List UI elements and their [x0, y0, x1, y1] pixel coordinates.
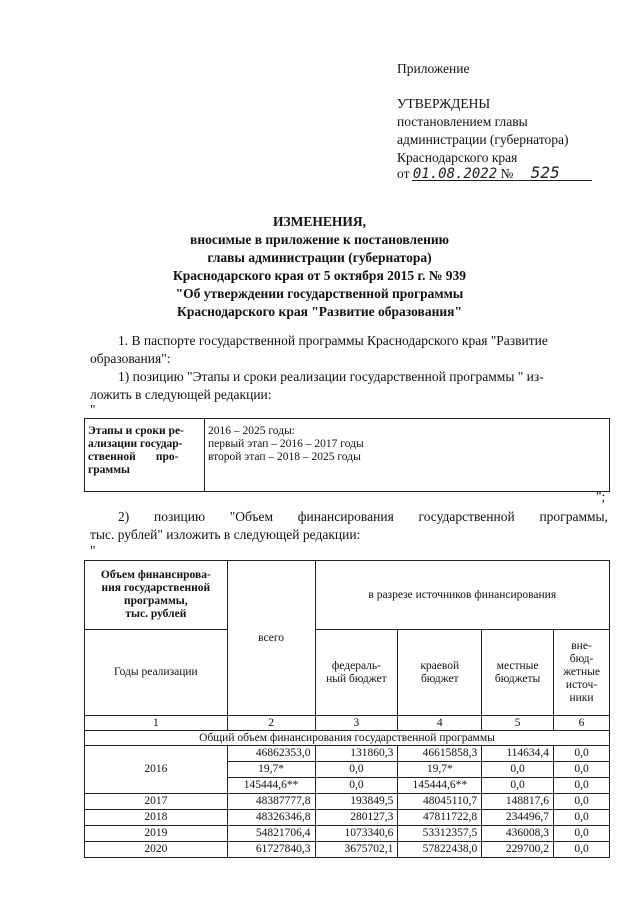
approval-line-3: Краснодарского края	[397, 150, 518, 165]
regional-cell: 48045110,7	[398, 794, 482, 810]
finance-header-row-2	[85, 630, 610, 716]
header-main-cell	[85, 561, 228, 630]
signature-underline	[412, 180, 592, 181]
paragraph-2-line-2: ложить в следующей редакции:	[90, 387, 272, 402]
header-local-line: бюджеты	[494, 672, 541, 685]
offbudget-cell: 0,0	[554, 778, 610, 794]
header-federal-cell	[315, 630, 398, 716]
header-offbudget-line: вне-	[571, 640, 592, 652]
header-regional-line: бюджет	[420, 672, 459, 685]
header-offbudget-line: источ-	[565, 679, 598, 691]
offbudget-cell: 0,0	[554, 794, 610, 810]
stages-label-line: граммы	[88, 464, 131, 476]
local-cell: 234496,7	[482, 810, 554, 826]
year-cell: 2018	[85, 810, 228, 826]
paragraph-3-line-1	[118, 508, 608, 526]
header-offbudget-cell	[554, 630, 610, 716]
title-line-5: "Об утверждении государственной программы	[175, 286, 464, 301]
offbudget-cell: 0,0	[554, 746, 610, 762]
quote-open-1: "	[90, 402, 96, 417]
federal-cell: 0,0	[315, 778, 398, 794]
federal-cell: 280127,3	[315, 810, 398, 826]
header-offbudget-line: бюд-	[569, 653, 594, 665]
header-regional-cell	[398, 630, 482, 716]
header-main-line: ния государственной	[101, 582, 211, 594]
number-label: №	[500, 166, 514, 181]
title-line-4: Краснодарского края от 5 октября 2015 г. № 939	[172, 268, 467, 283]
column-numbers-row	[85, 716, 610, 731]
stages-label-line: Этапы и сроки ре-	[88, 425, 184, 437]
header-main-line: Объем финансирова-	[100, 569, 211, 581]
col-number: 5	[482, 716, 554, 731]
total-cell: 46862353,0	[227, 746, 315, 762]
paragraph-1-line-1: 1. В паспорте государственной программы Краснодарского края "Развитие	[118, 333, 548, 348]
approval-line-2: администрации (губернатора)	[397, 132, 569, 147]
table-row	[85, 826, 610, 842]
federal-cell: 193849,5	[315, 794, 398, 810]
local-cell: 148817,6	[482, 794, 554, 810]
offbudget-cell: 0,0	[554, 826, 610, 842]
title-line-2: вносимые в приложение к постановлению	[190, 232, 449, 247]
paragraph-2-line-1: 1) позицию "Этапы и сроки реализации государственной программы " из-	[118, 369, 544, 384]
header-local-cell	[482, 630, 554, 716]
federal-cell: 3675702,1	[315, 842, 398, 858]
local-cell: 0,0	[482, 762, 554, 778]
stages-value-line: второй этап – 2018 – 2025 годы	[208, 451, 361, 463]
header-years-cell: Годы реализации	[85, 630, 228, 716]
stages-row	[85, 419, 610, 492]
col-number: 4	[398, 716, 482, 731]
approval-line-1: постановлением главы	[397, 114, 528, 129]
header-sources-cell: в разрезе источников финансирования	[315, 561, 610, 630]
total-cell: 19,7*	[227, 762, 315, 778]
header-offbudget-line: ники	[569, 692, 594, 704]
total-cell: 48387777,8	[227, 794, 315, 810]
regional-cell: 57822438,0	[398, 842, 482, 858]
section-title-cell: Общий объем финансирования государственной программы	[85, 731, 610, 746]
header-total-cell: всего	[227, 561, 315, 716]
stages-table	[84, 418, 610, 492]
federal-cell: 1073340,6	[315, 826, 398, 842]
header-offbudget-line: жетные	[563, 666, 600, 678]
title-line-3: главы администрации (губернатора)	[207, 250, 432, 265]
stages-value-line: 2016 – 2025 годы:	[208, 425, 295, 437]
col-number: 6	[554, 716, 610, 731]
appendix-label: Приложение	[397, 61, 470, 76]
total-cell: 48326346,8	[227, 810, 315, 826]
approved-label: УТВЕРЖДЕНЫ	[397, 96, 491, 111]
regional-cell: 46615858,3	[398, 746, 482, 762]
total-cell: 54821706,4	[227, 826, 315, 842]
paragraph-3-line-2: тыс. рублей" изложить в следующей редакции:	[90, 527, 361, 542]
header-local-line: местные	[496, 659, 539, 672]
stages-value-line: первый этап – 2016 – 2017 годы	[208, 438, 364, 450]
stages-label-line: ализации государ-	[88, 438, 183, 450]
from-label: от	[397, 166, 410, 181]
col-number: 1	[85, 716, 228, 731]
handwritten-date: 01.08.2022	[412, 166, 498, 182]
header-federal-line: федераль-	[331, 659, 381, 672]
col-number: 3	[315, 716, 398, 731]
offbudget-cell: 0,0	[554, 842, 610, 858]
quote-close-1: ";	[596, 489, 606, 504]
stages-value-cell	[205, 419, 610, 492]
header-main-line: программы,	[124, 595, 188, 607]
title-line-1: ИЗМЕНЕНИЯ,	[272, 214, 366, 229]
header-federal-line: ный бюджет	[326, 672, 387, 685]
local-cell: 114634,4	[482, 746, 554, 762]
quote-open-2: "	[90, 543, 96, 558]
approval-date-line	[397, 164, 597, 182]
regional-cell: 145444,6**	[398, 778, 482, 794]
local-cell: 436008,3	[482, 826, 554, 842]
total-cell: 61727840,3	[227, 842, 315, 858]
table-row	[85, 810, 610, 826]
table-row	[85, 842, 610, 858]
year-cell: 2020	[85, 842, 228, 858]
table-row	[85, 794, 610, 810]
year-cell: 2016	[85, 746, 228, 794]
regional-cell: 47811722,8	[398, 810, 482, 826]
year-cell: 2017	[85, 794, 228, 810]
stages-label-line: ственной про-	[88, 451, 179, 463]
regional-cell: 53312357,5	[398, 826, 482, 842]
offbudget-cell: 0,0	[554, 762, 610, 778]
regional-cell: 19,7*	[398, 762, 482, 778]
offbudget-cell: 0,0	[554, 810, 610, 826]
total-cell: 145444,6**	[227, 778, 315, 794]
col-number: 2	[227, 716, 315, 731]
stages-label-cell	[85, 419, 205, 492]
federal-cell: 131860,3	[315, 746, 398, 762]
section-title-row	[85, 731, 610, 746]
finance-table	[84, 560, 610, 858]
paragraph-1-line-2: образования":	[90, 351, 171, 366]
finance-header-row-1	[85, 561, 610, 630]
local-cell: 0,0	[482, 778, 554, 794]
year-cell: 2019	[85, 826, 228, 842]
table-row	[85, 746, 610, 762]
paragraph-3-text: 2) позицию "Объем финансирования государственной программы,	[118, 509, 608, 524]
handwritten-number: 525	[530, 163, 560, 182]
federal-cell: 0,0	[315, 762, 398, 778]
header-main-line: тыс. рублей	[125, 608, 187, 620]
title-line-6: Краснодарского края "Развитие образования"	[177, 304, 462, 319]
header-regional-line: краевой	[420, 659, 460, 672]
local-cell: 229700,2	[482, 842, 554, 858]
